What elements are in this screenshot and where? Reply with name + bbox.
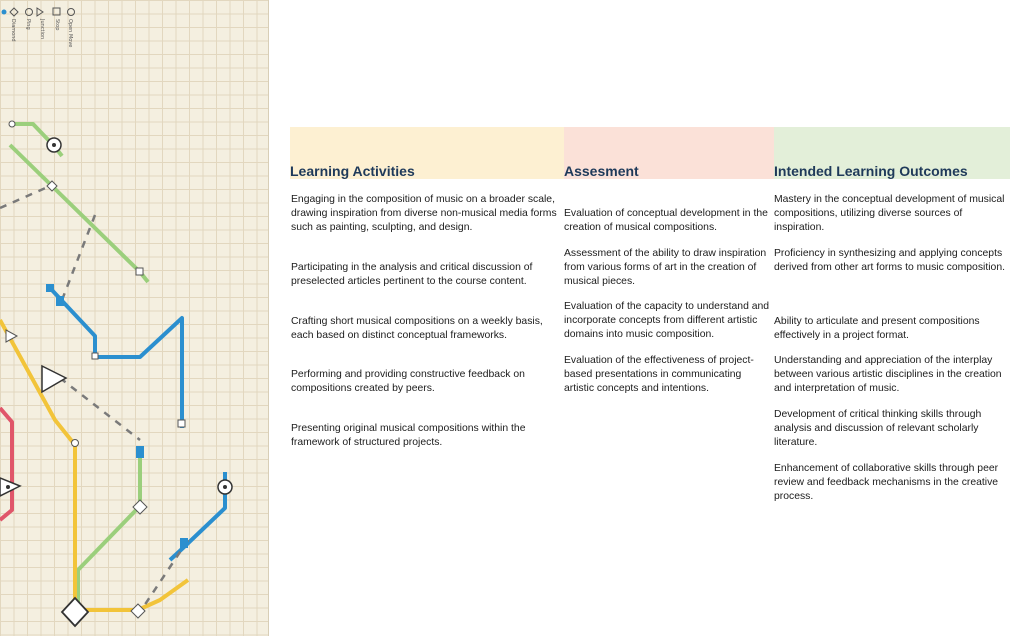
assessment-cell: Evaluation of conceptual development in the creation of musical compositions. xyxy=(564,208,768,233)
activity-cell: Participating in the analysis and critical discussion of preselected articles pertinent to the course content. xyxy=(291,262,533,287)
station-ping-center-icon xyxy=(52,143,56,147)
transit-diagram-panel[interactable] xyxy=(0,0,269,636)
station-stop-icon[interactable] xyxy=(136,268,143,275)
legend-circle-icon xyxy=(26,9,33,16)
legend-triangle-icon xyxy=(37,8,43,16)
station-blue-icon[interactable] xyxy=(56,296,64,306)
station-open-icon[interactable] xyxy=(72,440,79,447)
dashed-connectors xyxy=(0,186,188,612)
station-blue-icon[interactable] xyxy=(136,446,144,458)
dashed-connector xyxy=(62,215,95,300)
legend-label-junction: Junction xyxy=(39,19,45,40)
station-stop-icon[interactable] xyxy=(178,420,185,427)
outcome-cell: Development of critical thinking skills through analysis and discussion of relevant scholarly literature. xyxy=(774,409,982,448)
assessment-cell: Evaluation of the effectiveness of project-based presentations in communicating artistic concepts and intentions. xyxy=(564,355,754,394)
header-learning-activities xyxy=(290,127,564,179)
station-triangle-large-icon[interactable] xyxy=(42,366,66,392)
outcome-cell: Mastery in the conceptual development of musical compositions, utilizing diverse sources of inspiration. xyxy=(774,194,1005,233)
blue-route[interactable] xyxy=(50,288,182,428)
outcome-cell: Proficiency in synthesizing and applying concepts derived from other art forms to music composition. xyxy=(774,248,1005,273)
dashed-connector xyxy=(0,186,50,208)
station-open-icon[interactable] xyxy=(9,121,15,127)
transit-diagram xyxy=(0,0,268,636)
legend-square-icon xyxy=(53,8,60,15)
header-learning-activities-label: Learning Activities xyxy=(290,163,415,179)
station-blue-icon[interactable] xyxy=(46,284,54,292)
dashed-connector xyxy=(60,378,140,440)
green-route-diagonal[interactable] xyxy=(10,145,148,282)
legend-label-stop: Stop xyxy=(54,19,60,31)
activity-cell: Performing and providing constructive feedback on compositions created by peers. xyxy=(291,369,525,394)
header-outcomes-label: Intended Learning Outcomes xyxy=(774,163,968,179)
outcome-cell: Ability to articulate and present compositions effectively in a project format. xyxy=(774,316,980,341)
activity-cell: Engaging in the composition of music on a broader scale, drawing inspiration from diverse non-musical media forms such as painting, sculpting, and design. xyxy=(291,194,557,233)
legend-label-diamond: Diamond xyxy=(10,19,16,42)
station-diamond-large-icon[interactable] xyxy=(62,598,88,626)
outcome-cell: Enhancement of collaborative skills through peer review and feedback mechanisms in the creative process. xyxy=(774,463,999,502)
outcome-cell: Understanding and appreciation of the interplay between various artistic disciplines in the creation and interpretation of music. xyxy=(774,355,1002,394)
header-intended-learning-outcomes xyxy=(774,127,1010,179)
station-ping-center-icon xyxy=(223,485,227,489)
legend-dot-icon xyxy=(2,10,7,15)
legend-open-circle-icon xyxy=(68,9,75,16)
assessment-cell: Assessment of the ability to draw inspiration from various forms of art in the creation of musical pieces. xyxy=(564,248,767,287)
header-assessment-label: Assesment xyxy=(564,163,639,179)
assessment-cell: Evaluation of the capacity to understand and incorporate concepts from different artistic domains into music composition. xyxy=(564,301,770,340)
station-stop-icon[interactable] xyxy=(92,353,98,359)
legend-label-open: Open Move xyxy=(67,19,73,48)
station-blue-icon[interactable] xyxy=(180,538,188,548)
blue-route-lower[interactable] xyxy=(170,472,225,560)
station-triangle-center-icon xyxy=(6,485,10,489)
header-assessment xyxy=(564,127,774,179)
diagram-legend xyxy=(2,8,75,47)
activity-cell: Presenting original musical compositions within the framework of structured projects. xyxy=(291,423,526,448)
yellow-route[interactable] xyxy=(0,320,188,610)
red-route[interactable] xyxy=(0,408,12,520)
green-route-lower[interactable] xyxy=(78,450,140,610)
legend-diamond-icon xyxy=(10,8,18,16)
legend-label-ping: Ping xyxy=(25,19,31,30)
activity-cell: Crafting short musical compositions on a weekly basis, each based on distinct conceptual frameworks. xyxy=(291,316,543,341)
